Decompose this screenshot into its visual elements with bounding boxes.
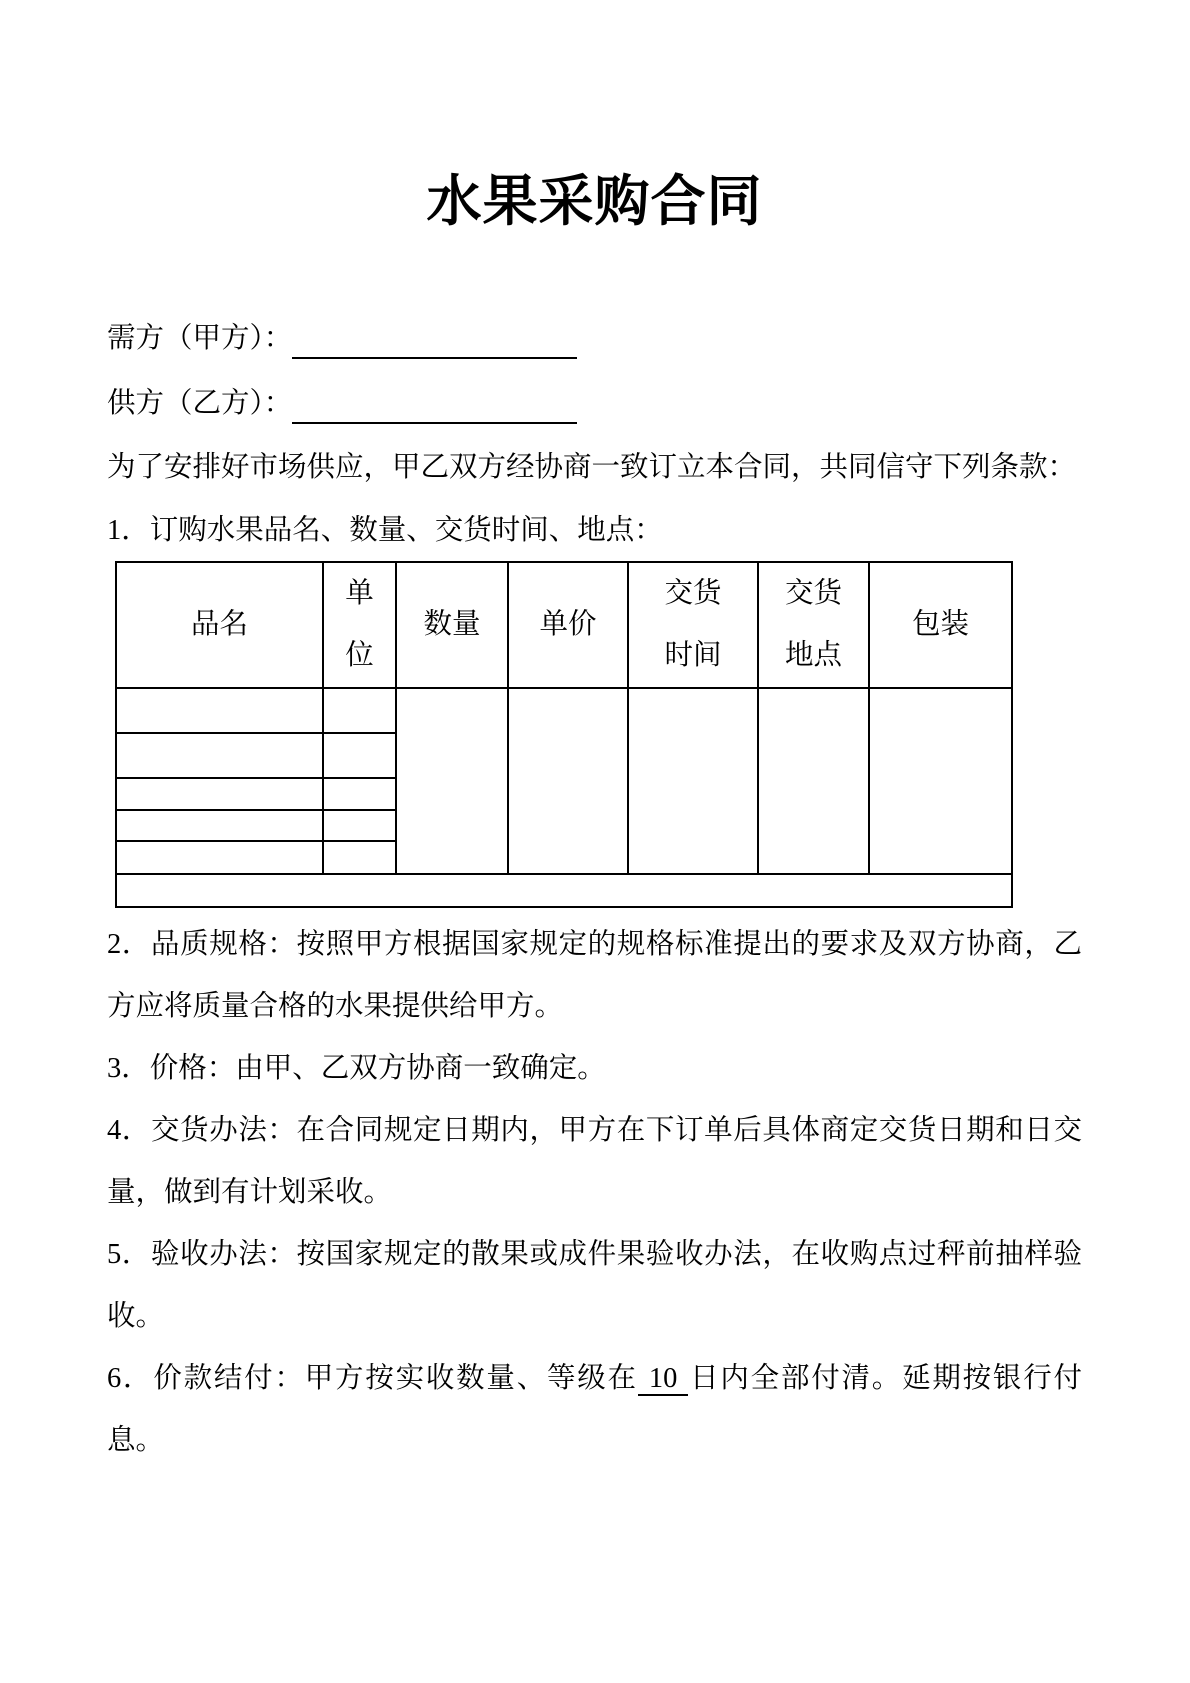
clause-2: [107, 914, 1082, 1038]
clause-4: [107, 1100, 1082, 1224]
table-header-row: [116, 562, 1012, 688]
text-line: 方应将质量合格的水果提供给甲方。: [107, 991, 564, 1022]
cell-unit-price[interactable]: [508, 688, 628, 874]
contract-content: [0, 170, 1190, 1472]
clause-1-heading: 1．订购水果品名、数量、交货时间、地点：: [107, 515, 663, 546]
cell-product-name-3[interactable]: [116, 778, 323, 810]
text-line: 息。: [107, 1425, 165, 1456]
col-header-product-name: [116, 562, 323, 688]
cell-product-name-2[interactable]: [116, 733, 323, 778]
text-line: 4．交货办法：在合同规定日期内，甲方在下订单后具体商定交货日期和日交: [107, 1115, 1082, 1146]
clause-6: [107, 1348, 1082, 1472]
cell-unit-5[interactable]: [323, 841, 396, 874]
cell-unit-2[interactable]: [323, 733, 396, 778]
col-header-packaging: [869, 562, 1012, 688]
payment-days-field[interactable]: 10: [638, 1363, 689, 1396]
header-text: 数量: [423, 609, 481, 640]
clause-5: [107, 1224, 1082, 1348]
header-text: 地点: [784, 640, 842, 671]
party-a-line: [107, 319, 1082, 359]
intro-paragraph: 为了安排好市场供应，甲乙双方经协商一致订立本合同，共同信守下列条款：: [107, 452, 1077, 483]
cell-unit-4[interactable]: [323, 810, 396, 841]
header-text: 包装: [911, 609, 969, 640]
header-text: 单价: [539, 609, 597, 640]
header-text: 位: [345, 640, 374, 671]
clause-6-pre: 6．价款结付：甲方按实收数量、等级在: [107, 1363, 638, 1394]
col-header-delivery-time: [628, 562, 758, 688]
party-b-line: [107, 384, 1082, 424]
table-footer-cell[interactable]: [116, 874, 1012, 907]
text-line: 收。: [107, 1301, 165, 1332]
cell-packaging[interactable]: [869, 688, 1012, 874]
col-header-delivery-place: [758, 562, 869, 688]
text-line: 5．验收办法：按国家规定的散果或成件果验收办法，在收购点过秤前抽样验: [107, 1239, 1082, 1270]
clause-3: [107, 1038, 1082, 1100]
table-row: [116, 688, 1012, 733]
col-header-quantity: [396, 562, 508, 688]
cell-unit-1[interactable]: [323, 688, 396, 733]
clause-6-post: 日内全部付清。延期按银行付: [688, 1363, 1082, 1394]
cell-product-name-1[interactable]: [116, 688, 323, 733]
header-text: 交货: [784, 578, 842, 609]
col-header-unit-price: [508, 562, 628, 688]
order-table: [115, 561, 1013, 908]
header-text: 时间: [664, 640, 722, 671]
header-text: 单: [345, 578, 374, 609]
cell-product-name-5[interactable]: [116, 841, 323, 874]
party-a-label: 需方（甲方）：: [107, 323, 293, 354]
text-line: 3．价格：由甲、乙双方协商一致确定。: [107, 1053, 606, 1084]
page-title: 水果采购合同: [426, 171, 763, 232]
col-header-unit: [323, 562, 396, 688]
cell-unit-3[interactable]: [323, 778, 396, 810]
cell-delivery-time[interactable]: [628, 688, 758, 874]
cell-product-name-4[interactable]: [116, 810, 323, 841]
party-b-name-field[interactable]: [292, 386, 577, 424]
cell-quantity[interactable]: [396, 688, 508, 874]
table-footer-row: [116, 874, 1012, 907]
header-text: 交货: [664, 578, 722, 609]
text-line: 2．品质规格：按照甲方根据国家规定的规格标准提出的要求及双方协商，乙: [107, 929, 1082, 960]
party-b-label: 供方（乙方）：: [107, 388, 293, 419]
text-line: [107, 1348, 1082, 1410]
header-text: 品名: [190, 609, 248, 640]
party-a-name-field[interactable]: [292, 321, 577, 359]
text-line: 量，做到有计划采收。: [107, 1177, 393, 1208]
cell-delivery-place[interactable]: [758, 688, 869, 874]
